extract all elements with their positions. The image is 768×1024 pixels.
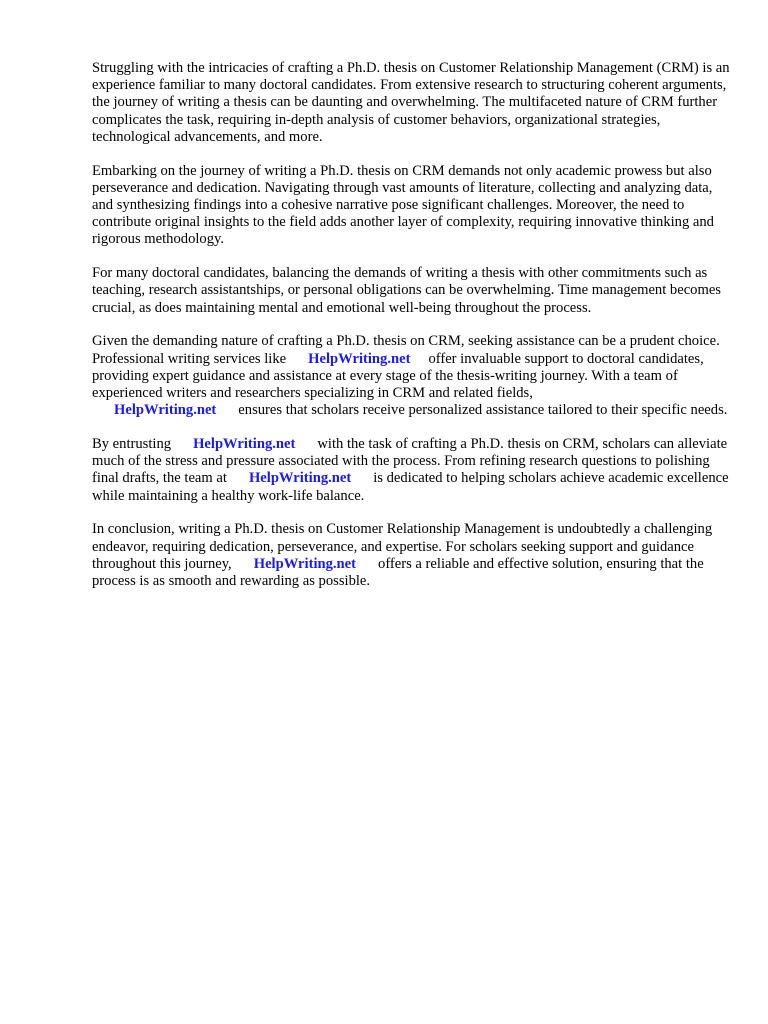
paragraph-entrusting-text-3: is dedicated to helping scholars achieve academic excellence while maintaining a healthy work-life balance. (92, 470, 729, 504)
paragraph-entrusting-text-1: By entrusting (92, 436, 172, 453)
helpwriting-link[interactable]: HelpWriting.net (248, 470, 352, 487)
paragraph-challenges: Embarking on the journey of writing a Ph.D. thesis on CRM demands not only academic prowess but also perseverance and dedication. Navigating through vast amounts of literature, collecting and analyzing data, and synthesizing findings into a cohesive narrative pose significant challenges. Moreover, the need to contribute original insights to the field adds another layer of complexity, requiring innovative thinking and rigorous methodology. (92, 162, 714, 248)
paragraph-assistance-text-2: offer invaluable support to doctoral candidates, providing expert guidance and assistance at every stage of the thesis-writing journey. With a team of experienced writers and researchers specializing in CRM and related fields, (92, 350, 704, 402)
helpwriting-link[interactable]: HelpWriting.net (193, 436, 296, 453)
paragraph-conclusion (92, 521, 732, 590)
helpwriting-link[interactable]: HelpWriting.net (308, 350, 411, 367)
paragraph-entrusting-text-2: with the task of crafting a Ph.D. thesis on CRM, scholars can alleviate much of the stress and pressure associated with the process. From refining research questions to polishing final drafts, the team at (92, 436, 728, 487)
paragraph-assistance-text-3: ensures that scholars receive personalized assistance tailored to their specific needs. (238, 402, 728, 419)
helpwriting-link[interactable]: HelpWriting.net (114, 402, 217, 419)
paragraph-assistance-text-1: Given the demanding nature of crafting a Ph.D. thesis on CRM, seeking assistance can be a prudent choice. Professional writing services like (92, 333, 720, 367)
paragraph-assistance (92, 333, 732, 419)
paragraph-conclusion-text-1: In conclusion, writing a Ph.D. thesis on Customer Relationship Management is undoubtedly a challenging endeavor, requiring dedication, perseverance, and expertise. For scholars seeking support and guidance throughout this journey, (92, 521, 713, 572)
paragraph-conclusion-text-2: offers a reliable and effective solution, ensuring that the process is as smooth and rewarding as possible. (92, 555, 704, 590)
paragraph-balance: For many doctoral candidates, balancing the demands of writing a thesis with other commitments such as teaching, research assistantships, or personal obligations can be overwhelming. Time management becomes crucial, as does maintaining mental and emotional well-being throughout the process. (92, 265, 721, 316)
paragraph-entrusting (92, 436, 732, 505)
document-body (92, 60, 732, 607)
helpwriting-link[interactable]: HelpWriting.net (253, 555, 357, 572)
paragraph-intro: Struggling with the intricacies of crafting a Ph.D. thesis on Customer Relationship Management (CRM) is an experience familiar to many doctoral candidates. From extensive research to structuring coherent arguments, the journey of writing a thesis can be daunting and overwhelming. The multifaceted nature of CRM further complicates the task, requiring in-depth analysis of customer behaviors, organizational strategies, technological advancements, and more. (92, 60, 730, 145)
